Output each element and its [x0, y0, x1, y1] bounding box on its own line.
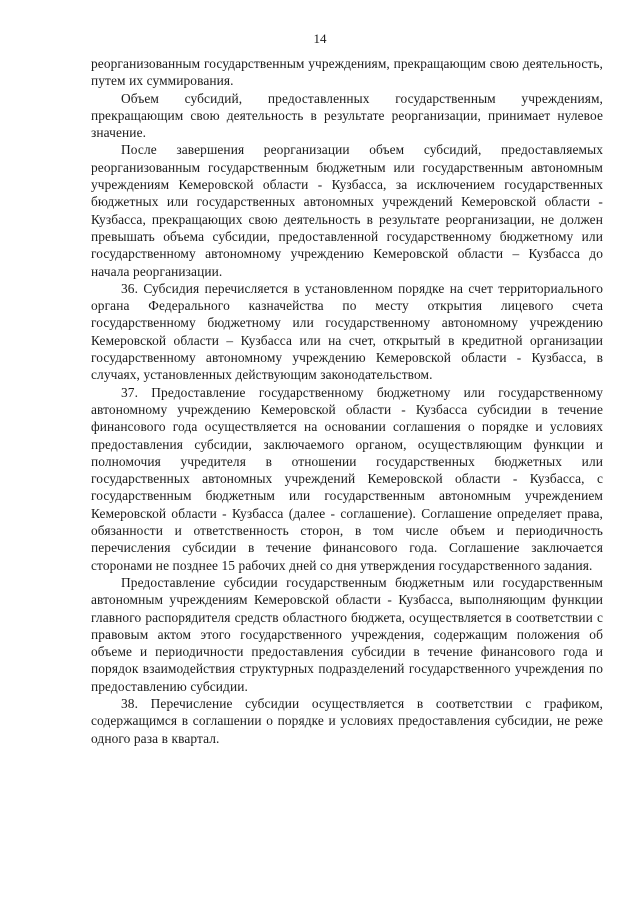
paragraph-main-manager-subsidy: Предоставление субсидии государственным бюджетным или государственным автономным учреждениям Кемеровской области - Кузбасса, выполняющим функции главного распорядителя средств областного бюджета, осуществляется в соответствии с правовым актом этого государственного учреждения, содержащим положения об объеме и периодичности предоставления субсидии в течение финансового года и порядок взаимодействия структурных подразделений государственного учреждения по предоставлению субсидии.: [91, 574, 603, 694]
paragraph-item-36: 36. Субсидия перечисляется в установленном порядке на счет территориального органа Федерального казначейства по месту открытия лицевого счета государственному бюджетному или государственному автономному учреждению Кемеровской области – Кузбасса или на счет, открытый в кредитной организации государственному автономному учреждению Кемеровской области - Кузбасса, в случаях, установленных действующим законодательством.: [91, 280, 603, 383]
document-body: [91, 55, 603, 747]
page-number: 14: [313, 31, 327, 46]
paragraph-continuation: реорганизованным государственным учреждениям, прекращающим свою деятельность, путем их суммирования.: [91, 56, 603, 89]
paragraph-item-38: 38. Перечисление субсидии осуществляется в соответствии с графиком, содержащимся в соглашении о порядке и условиях предоставления субсидии, не реже одного раза в квартал.: [91, 695, 603, 746]
paragraph-item-37: 37. Предоставление государственному бюджетному или государственному автономному учреждению Кемеровской области - Кузбасса субсидии в течение финансового года осуществляется на основании соглашения о порядке и условиях предоставления субсидии, заключаемого органом, осуществляющим функции и полномочия учредителя в отношении государственных бюджетных или государственных автономных учреждений Кемеровской области - Кузбасса, с государственным бюджетным или государственным автономным учреждением Кемеровской области - Кузбасса (далее - соглашение). Соглашение определяет права, обязанности и ответственность сторон, в том числе объем и периодичность перечисления субсидии в течение финансового года. Соглашение заключается сторонами не позднее 15 рабочих дней со дня утверждения государственного задания.: [91, 384, 603, 573]
paragraph-after-reorganization: После завершения реорганизации объем субсидий, предоставляемых реорганизованным государственным бюджетным или государственным автономным учреждениям Кемеровской области - Кузбасса, за исключением государственных бюджетных или государственных автономных учреждений Кемеровской области - Кузбасса, прекращающих свою деятельность в результате реорганизации, не должен превышать объема субсидии, предоставленной государственному бюджетному или государственному автономному учреждению Кемеровской области – Кузбасса до начала реорганизации.: [91, 142, 603, 279]
paragraph-zero-subsidy: Объем субсидий, предоставленных государственным учреждениям, прекращающим свою деятельность в результате реорганизации, принимает нулевое значение.: [91, 90, 603, 141]
